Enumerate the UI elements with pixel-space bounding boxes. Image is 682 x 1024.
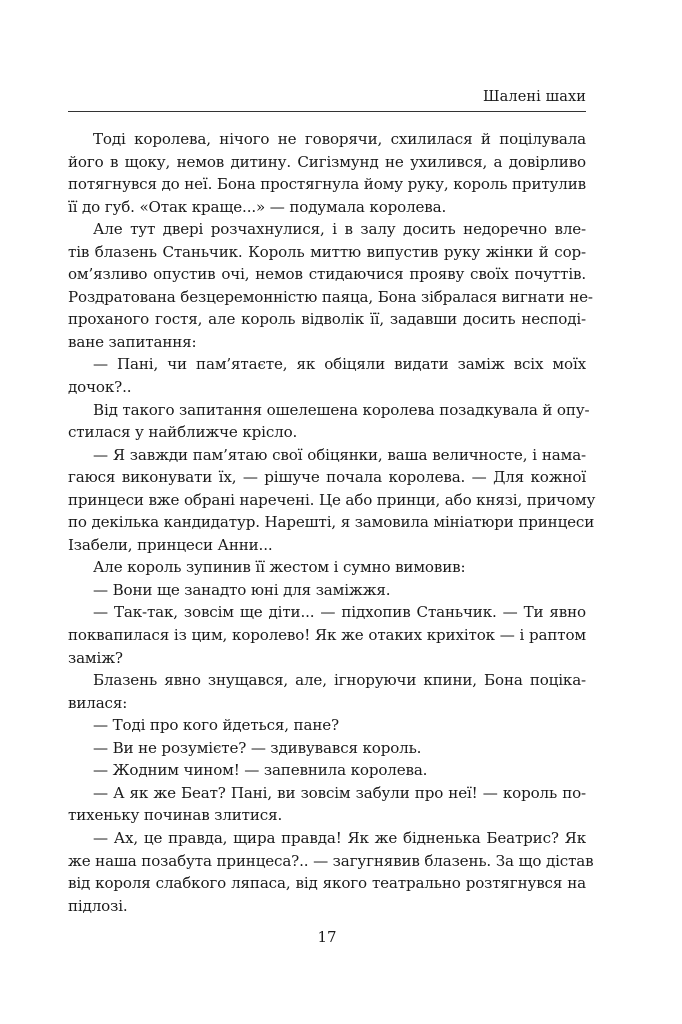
text-line: поквапилася із цим, королево! Як же отаких крихіток — і раптом	[68, 626, 586, 645]
text-line: гаюся виконувати їх, — рішуче почала королева. — Для кожної	[68, 468, 586, 487]
text-line: потягнувся до неї. Бона простягнула йому руку, король притулив	[68, 175, 586, 194]
text-line: Але тут двері розчахнулися, і в залу досить недоречно вле-	[93, 220, 586, 239]
text-line: — Ви не розумієте? — здивувався король.	[93, 738, 422, 757]
running-header-title: Шалені шахи	[483, 89, 586, 105]
text-line: дочок?..	[68, 378, 132, 397]
text-line: Але король зупинив її жестом і сумно вимовив:	[93, 558, 466, 577]
text-line: від короля слабкого ляпаса, від якого театрально розтягнувся на	[68, 874, 586, 893]
text-line: — Я завжди пам’ятаю свої обіцянки, ваша величносте, і нама-	[93, 445, 586, 464]
text-line: підлозі.	[68, 896, 128, 915]
text-line: же наша позабута принцеса?.. — загугнявив блазень. За що дістав	[68, 851, 594, 870]
text-line: — Пані, чи пам’ятаєте, як обіцяли видати заміж всіх моїх	[93, 355, 586, 374]
text-line: заміж?	[68, 648, 123, 667]
text-line: — Жодним чином! — запевнила королева.	[93, 761, 428, 780]
text-line: його в щоку, немов дитину. Сигізмунд не ухилився, а довірливо	[68, 152, 586, 171]
text-line: принцеси вже обрані наречені. Це або принци, або князі, причому	[68, 490, 596, 509]
text-line: ом’язливо опустив очі, немов стидаючися прояву своїх почуттів.	[68, 265, 586, 284]
text-line: Блазень явно знущався, але, ігноруючи кпини, Бона поціка-	[93, 671, 586, 690]
text-line: стилася у найближче крісло.	[68, 423, 298, 442]
text-line: тихеньку починав злитися.	[68, 806, 283, 825]
text-line: проханого гостя, але король відволік її, задавши досить несподі-	[68, 310, 586, 329]
text-line: тів блазень Станьчик. Король миттю випустив руку жінки й сор-	[68, 242, 586, 261]
page-number: 17	[317, 928, 337, 946]
text-line: — Вони ще занадто юні для заміжжя.	[93, 580, 391, 599]
text-line: — Тоді про кого йдеться, пане?	[93, 716, 339, 735]
text-line: Роздратована безцеремонністю паяца, Бона зібралася вигнати не-	[68, 287, 593, 306]
text-line: вилася:	[68, 693, 128, 712]
text-line: — Ах, це правда, щира правда! Як же бідненька Беатрис? Як	[93, 828, 586, 847]
text-line: Ізабели, принцеси Анни...	[68, 535, 273, 554]
text-line: Тоді королева, нічого не говорячи, схилилася й поцілувала	[93, 130, 586, 148]
text-line: Від такого запитання ошелешена королева позадкувала й опу-	[93, 400, 590, 419]
text-line: — Так-так, зовсім ще діти... — підхопив Станьчик. — Ти явно	[93, 603, 586, 622]
text-line: її до губ. «Отак краще...» — подумала королева.	[68, 197, 447, 216]
text-line: — А як же Беат? Пані, ви зовсім забули про неї! — король по-	[93, 783, 586, 802]
text-line: ване запитання:	[68, 332, 197, 351]
page-body	[68, 128, 596, 917]
header-rule	[68, 111, 586, 112]
text-line: по декілька кандидатур. Нарешті, я замовила мініатюри принцеси	[68, 513, 595, 532]
